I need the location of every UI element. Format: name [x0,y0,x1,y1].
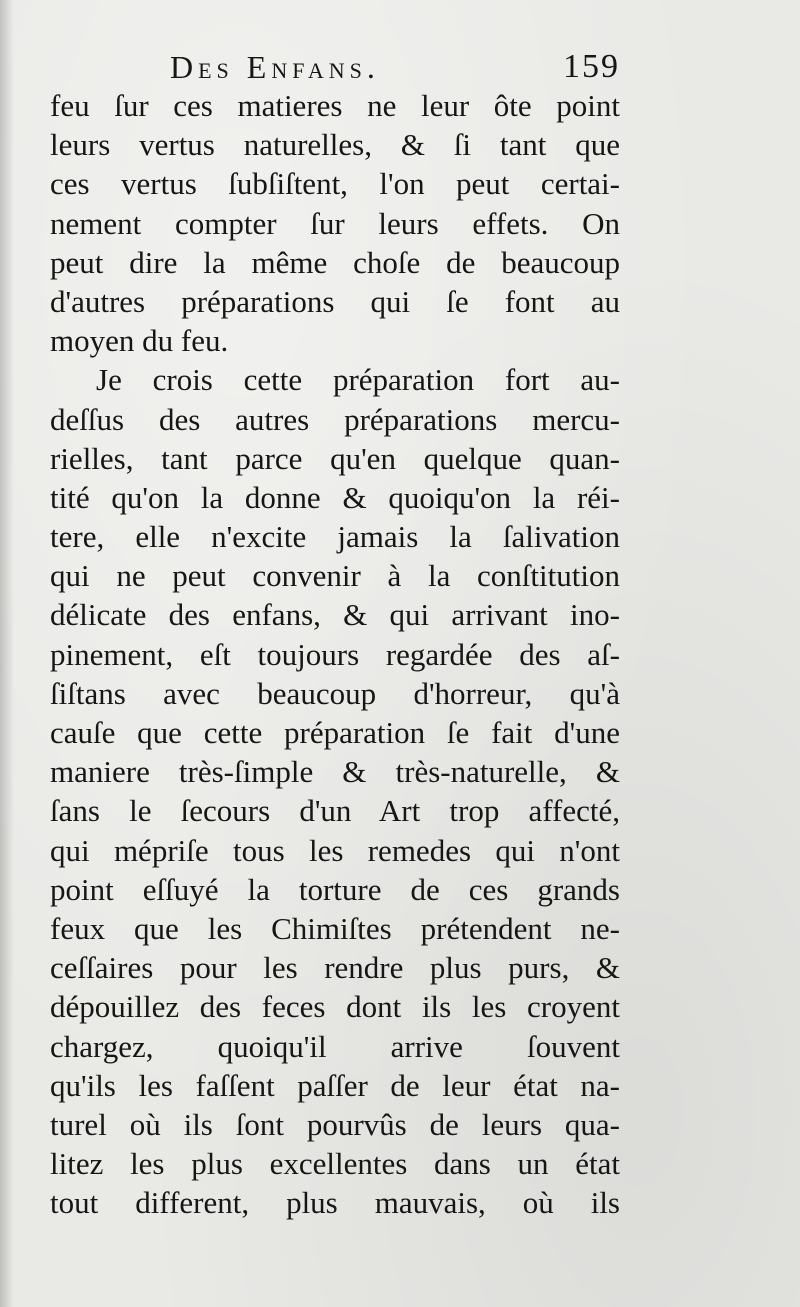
text-line: deſſus des autres préparations mercu- [50,401,620,437]
text-line: qui mépriſe tous les remedes qui n'ont [50,832,620,868]
text-line: chargez, quoiqu'il arrive ſouvent [50,1028,620,1064]
text-line: litez les plus excellentes dans un état [50,1146,620,1182]
text-line: turel où ils ſont pourvûs de leurs qua- [50,1106,620,1142]
text-line: ceſſaires pour les rendre plus purs, & [50,950,620,986]
text-line: pinement, eſt toujours regardée des aſ- [50,636,620,672]
text-line: qui ne peut convenir à la conſtitution [50,558,620,594]
text-line: d'autres préparations qui ſe font au [50,283,620,319]
page-number: 159 [563,48,620,85]
body-text [50,86,620,1222]
text-line: tout different, plus mauvais, où ils [50,1185,620,1221]
text-line: point eſſuyé la torture de ces grands [50,871,620,907]
page-header [170,42,620,92]
text-line: nement compter ſur leurs effets. On [50,205,620,241]
text-line: tere, elle n'excite jamais la ſalivation [50,519,620,555]
text-line: rielles, tant parce qu'en quelque quan- [50,440,620,476]
text-line: feux que les Chimiſtes prétendent ne- [50,910,620,946]
page-gutter-shadow [0,0,14,1307]
text-line: ſans le ſecours d'un Art trop affecté, [50,793,620,829]
text-line: tité qu'on la donne & quoiqu'on la réi- [50,479,620,515]
text-line: délicate des enfans, & qui arrivant ino- [50,597,620,633]
text-line: leurs vertus naturelles, & ſi tant que [50,127,620,163]
text-line: ces vertus ſubſiſtent, l'on peut certai- [50,166,620,202]
text-line: qu'ils les faſſent paſſer de leur état na- [50,1067,620,1103]
text-line: moyen du feu. [50,323,229,359]
text-line: Je crois cette préparation fort au- [96,362,620,398]
text-line: feu ſur ces matieres ne leur ôte point [50,88,620,123]
text-line: dépouillez des feces dont ils les croyent [50,989,620,1025]
running-title: Des Enfans. [170,49,380,85]
text-line: maniere très-ſimple & très-naturelle, & [50,754,620,790]
text-line: cauſe que cette préparation ſe fait d'une [50,715,620,750]
text-line: ſiſtans avec beaucoup d'horreur, qu'à [50,675,620,711]
text-line: peut dire la même choſe de beaucoup [50,244,620,280]
